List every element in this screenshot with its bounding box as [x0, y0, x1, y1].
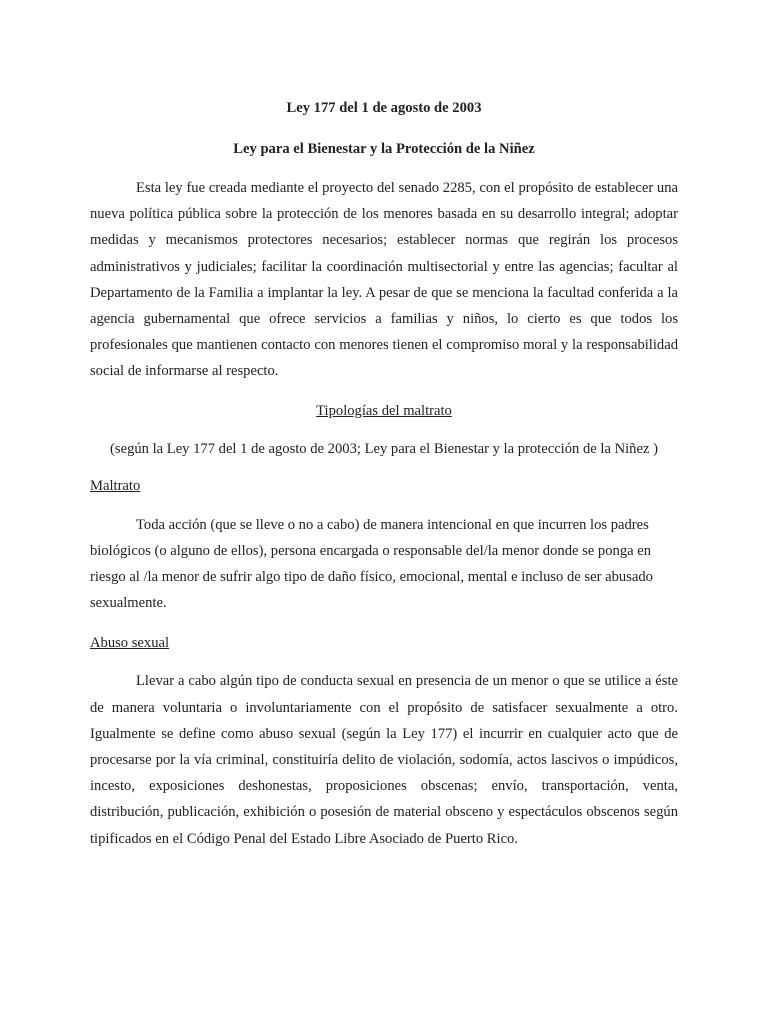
abuso-sexual-paragraph: Llevar a cabo algún tipo de conducta sexual en presencia de un menor o que se utilice a éste de manera voluntaria o involuntariamente con el propósito de satisfacer sexualmente a otro. Igualmente se define como abuso sexual (según la Ley 177) el incurrir en cualquier acto que de procesarse por la vía criminal, constituiría delito de violación, sodomía, actos lascivos o impúdicos, incesto, exposiciones deshonestas, proposiciones obscenas; envío, transportación, venta, distribución, publicación, exhibición o posesión de material obsceno y espectáculos obscenos según tipificados en el Código Penal del Estado Libre Asociado de Puerto Rico. — [90, 673, 678, 847]
maltrato-paragraph: Toda acción (que se lleve o no a cabo) de manera intencional en que incurren los padres biológicos (o alguno de ellos), persona encargada o responsable del/la menor donde se ponga en riesgo al /la menor de sufrir algo tipo de daño físico, emocional, mental e incluso de ser abusado sexualmente. — [90, 516, 653, 612]
abuso-sexual-heading: Abuso sexual — [90, 635, 170, 652]
maltrato-heading: Maltrato — [90, 477, 141, 494]
document-page — [90, 96, 678, 852]
document-title: Ley 177 del 1 de agosto de 2003 — [286, 100, 482, 116]
section-note: (según la Ley 177 del 1 de agosto de 2003; Ley para el Bienestar y la protección de la Niñez ) — [110, 440, 658, 457]
section-title: Tipologías del maltrato — [316, 402, 452, 419]
intro-paragraph: Esta ley fue creada mediante el proyecto del senado 2285, con el propósito de establecer una nueva política pública sobre la protección de los menores basada en su desarrollo integral; adoptar medidas y mecanismos protectores necesarios; establecer normas que regirán los procesos administrativos y judiciales; facilitar la coordinación multisectorial y entre las agencias; facultar al Departamento de la Familia a implantar la ley. A pesar de que se menciona la facultad conferida a la agencia gubernamental que ofrece servicios a familias y niños, lo cierto es que todos los profesionales que mantienen contacto con menores tienen el compromiso moral y la responsabilidad social de informarse al respecto. — [90, 180, 678, 380]
document-subtitle: Ley para el Bienestar y la Protección de la Niñez — [233, 141, 535, 157]
